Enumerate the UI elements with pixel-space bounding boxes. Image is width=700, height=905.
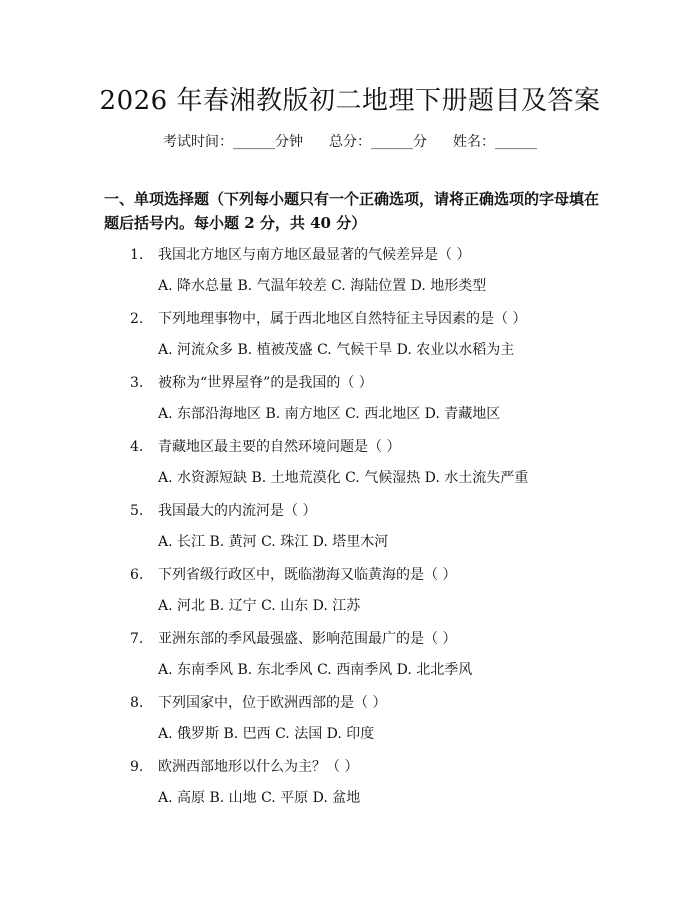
question-text: 被称为“世界屋脊”的是我国的（ ） <box>158 375 373 391</box>
question-number: 6. <box>130 567 144 583</box>
question-3-options: A. 东部沿海地区 B. 南方地区 C. 西北地区 D. 青藏地区 <box>158 406 501 422</box>
question-2-options: A. 河流众多 B. 植被茂盛 C. 气候干旱 D. 农业以水稻为主 <box>158 342 515 358</box>
question-1-options: A. 降水总量 B. 气温年较差 C. 海陆位置 D. 地形类型 <box>158 278 487 294</box>
total-score-field: 总分：______分 <box>329 134 427 150</box>
question-number: 8. <box>130 695 144 711</box>
question-8 <box>130 693 386 713</box>
question-text: 下列省级行政区中，既临渤海又临黄海的是（ ） <box>158 567 457 583</box>
question-1 <box>130 245 470 265</box>
question-number: 5. <box>130 503 144 519</box>
question-7-options: A. 东南季风 B. 东北季风 C. 西南季风 D. 北北季风 <box>158 662 473 678</box>
question-number: 3. <box>130 375 144 391</box>
question-6 <box>130 565 456 585</box>
page-title: 2026 年春湘教版初二地理下册题目及答案 <box>99 86 601 116</box>
question-number: 2. <box>130 311 144 327</box>
question-8-options: A. 俄罗斯 B. 巴西 C. 法国 D. 印度 <box>158 726 375 742</box>
question-text: 亚洲东部的季风最强盛、影响范围最广的是（ ） <box>158 631 457 647</box>
question-number: 9. <box>130 759 144 775</box>
question-5 <box>130 501 316 521</box>
question-4 <box>130 437 400 457</box>
question-9 <box>130 757 358 777</box>
question-text: 欧洲西部地形以什么为主？（ ） <box>158 759 359 775</box>
question-4-options: A. 水资源短缺 B. 土地荒漠化 C. 气候湿热 D. 水土流失严重 <box>158 470 529 486</box>
exam-time-field: 考试时间：______分钟 <box>163 134 303 150</box>
question-2 <box>130 309 526 329</box>
question-7 <box>130 629 456 649</box>
question-text: 我国最大的内流河是（ ） <box>158 503 317 519</box>
question-number: 1. <box>130 247 144 263</box>
section-heading: 一、单项选择题（下列每小题只有一个正确选项，请将正确选项的字母填在题后括号内。每小题 2 分，共 40 分） <box>104 190 600 232</box>
question-number: 4. <box>130 439 144 455</box>
question-text: 下列国家中，位于欧洲西部的是（ ） <box>158 695 387 711</box>
question-9-options: A. 高原 B. 山地 C. 平原 D. 盆地 <box>158 790 361 806</box>
question-number: 7. <box>130 631 144 647</box>
exam-meta <box>0 132 700 152</box>
question-6-options: A. 河北 B. 辽宁 C. 山东 D. 江苏 <box>158 598 361 614</box>
question-3 <box>130 373 373 393</box>
student-name-field: 姓名：______ <box>453 134 537 150</box>
question-5-options: A. 长江 B. 黄河 C. 珠江 D. 塔里木河 <box>158 534 389 550</box>
question-text: 下列地理事物中，属于西北地区自然特征主导因素的是（ ） <box>158 311 527 327</box>
question-text: 我国北方地区与南方地区最显著的气候差异是（ ） <box>158 247 471 263</box>
question-text: 青藏地区最主要的自然环境问题是（ ） <box>158 439 401 455</box>
